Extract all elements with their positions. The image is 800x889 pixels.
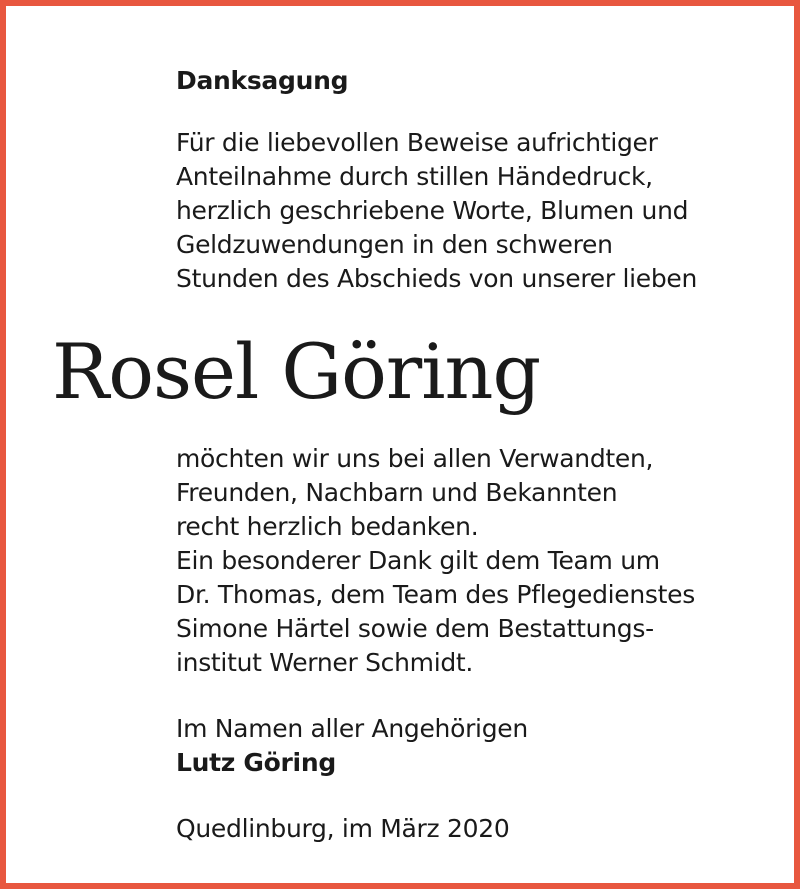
intro-line: Geldzuwendungen in den schweren — [176, 230, 613, 259]
signatory-name: Lutz Göring — [176, 748, 336, 777]
signature-intro: Im Namen aller Angehörigen — [176, 714, 528, 743]
thanks-paragraph — [176, 442, 695, 680]
thanks-line: Dr. Thomas, dem Team des Pflegedienstes — [176, 580, 695, 609]
thanks-line: Freunden, Nachbarn und Bekannten — [176, 478, 618, 507]
signature-block — [176, 712, 528, 780]
place-date-text: Quedlinburg, im März 2020 — [176, 814, 510, 843]
thanks-line: recht herzlich bedanken. — [176, 512, 479, 541]
thanks-line: Simone Härtel sowie dem Bestattungs- — [176, 614, 654, 643]
intro-line: Für die liebevollen Beweise aufrichtiger — [176, 128, 658, 157]
heading-text: Danksagung — [176, 66, 349, 95]
place-date — [176, 812, 509, 846]
deceased-name: Rosel Göring — [52, 327, 541, 416]
thanks-line: institut Werner Schmidt. — [176, 648, 474, 677]
intro-line: Anteilnahme durch stillen Händedruck, — [176, 162, 653, 191]
intro-paragraph — [176, 126, 697, 296]
intro-line: herzlich geschriebene Worte, Blumen und — [176, 196, 689, 225]
thanks-line: Ein besonderer Dank gilt dem Team um — [176, 546, 660, 575]
thanks-line: möchten wir uns bei allen Verwandten, — [176, 444, 654, 473]
intro-line: Stunden des Abschieds von unserer lieben — [176, 264, 698, 293]
notice-heading — [176, 64, 348, 98]
